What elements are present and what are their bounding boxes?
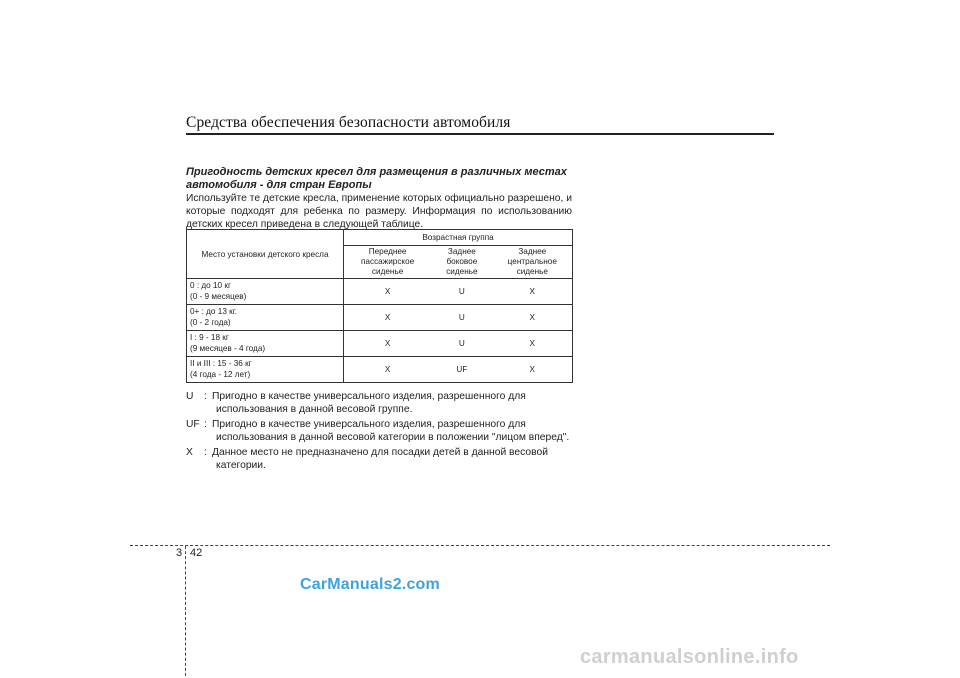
legend-line: категории.: [216, 460, 266, 471]
legend-key: UF: [186, 419, 200, 430]
intro-paragraph: Используйте те детские кресла, применение которых официально разрешено, и которые подходят для ребенка по размеру. Информация по использованию детских кресел приведена в следующей таблице.: [186, 193, 572, 230]
cell-value: X: [344, 305, 432, 331]
table-row: [187, 305, 573, 331]
legend-text: [212, 418, 572, 444]
category-line: II и III : 15 - 36 кг: [190, 359, 252, 368]
section-title: Пригодность детских кресел для размещения в различных местах автомобиля - для стран Европы: [186, 166, 567, 191]
legend-item: [186, 418, 572, 444]
footer-dashed-rule: [130, 545, 830, 546]
legend-line: Пригодно в качестве универсального изделия, разрешенного для: [212, 391, 526, 402]
page-number: 42: [190, 547, 203, 559]
legend-line: использования в данной весовой категории в положении "лицом вперед".: [216, 432, 570, 443]
legend-separator: :: [204, 391, 207, 402]
child-seat-compatibility-table: [186, 229, 573, 383]
cell-value: X: [493, 357, 573, 383]
cell-value: X: [493, 331, 573, 357]
page-header-title: Средства обеспечения безопасности автомобиля: [186, 114, 511, 131]
cell-value: UF: [431, 357, 492, 383]
cell-value: X: [493, 279, 573, 305]
legend-line: использования в данной весовой группе.: [216, 404, 413, 415]
footer-vertical-dashed-rule: [185, 546, 186, 676]
weight-category: [187, 305, 344, 331]
weight-category: [187, 279, 344, 305]
category-line: 0+ : до 13 кг.: [190, 307, 237, 316]
legend-text: [212, 390, 572, 416]
age-group-header: Возрастная группа: [344, 230, 573, 246]
category-age: (0 - 9 месяцев): [190, 291, 247, 301]
cell-value: U: [431, 331, 492, 357]
seat-header-front: Переднее пассажирское сиденье: [344, 245, 432, 278]
category-line: I : 9 - 18 кг: [190, 333, 229, 342]
table-row: [187, 279, 573, 305]
legend-separator: :: [204, 419, 207, 430]
legend-key: U: [186, 391, 194, 402]
watermark-carmanuals2: CarManuals2.com: [300, 576, 440, 593]
weight-category: [187, 357, 344, 383]
chapter-number: 3: [176, 547, 183, 559]
cell-value: U: [431, 279, 492, 305]
cell-value: X: [344, 279, 432, 305]
legend-key: X: [186, 447, 193, 458]
legend-text: [212, 446, 572, 472]
category-age: (9 месяцев - 4 года): [190, 343, 266, 353]
cell-value: U: [431, 305, 492, 331]
legend-item: [186, 446, 572, 472]
legend-item: [186, 390, 572, 416]
watermark-carmanualsonline: carmanualsonline.info: [580, 646, 799, 668]
cell-value: X: [344, 357, 432, 383]
legend-separator: :: [204, 447, 207, 458]
seat-header-rear-side: Заднее боковое сиденье: [431, 245, 492, 278]
place-header: Место установки детского кресла: [187, 230, 344, 279]
table-row: [187, 331, 573, 357]
cell-value: X: [493, 305, 573, 331]
weight-category: [187, 331, 344, 357]
category-line: 0 : до 10 кг: [190, 281, 231, 290]
cell-value: X: [344, 331, 432, 357]
seat-header-rear-center: Заднее центральное сиденье: [493, 245, 573, 278]
category-age: (4 года - 12 лет): [190, 369, 251, 379]
header-rule: [186, 133, 774, 135]
table-row: [187, 357, 573, 383]
category-age: (0 - 2 года): [190, 317, 231, 327]
legend: [186, 390, 572, 474]
legend-line: Пригодно в качестве универсального изделия, разрешенного для: [212, 419, 526, 430]
legend-line: Данное место не предназначено для посадки детей в данной весовой: [212, 447, 548, 458]
